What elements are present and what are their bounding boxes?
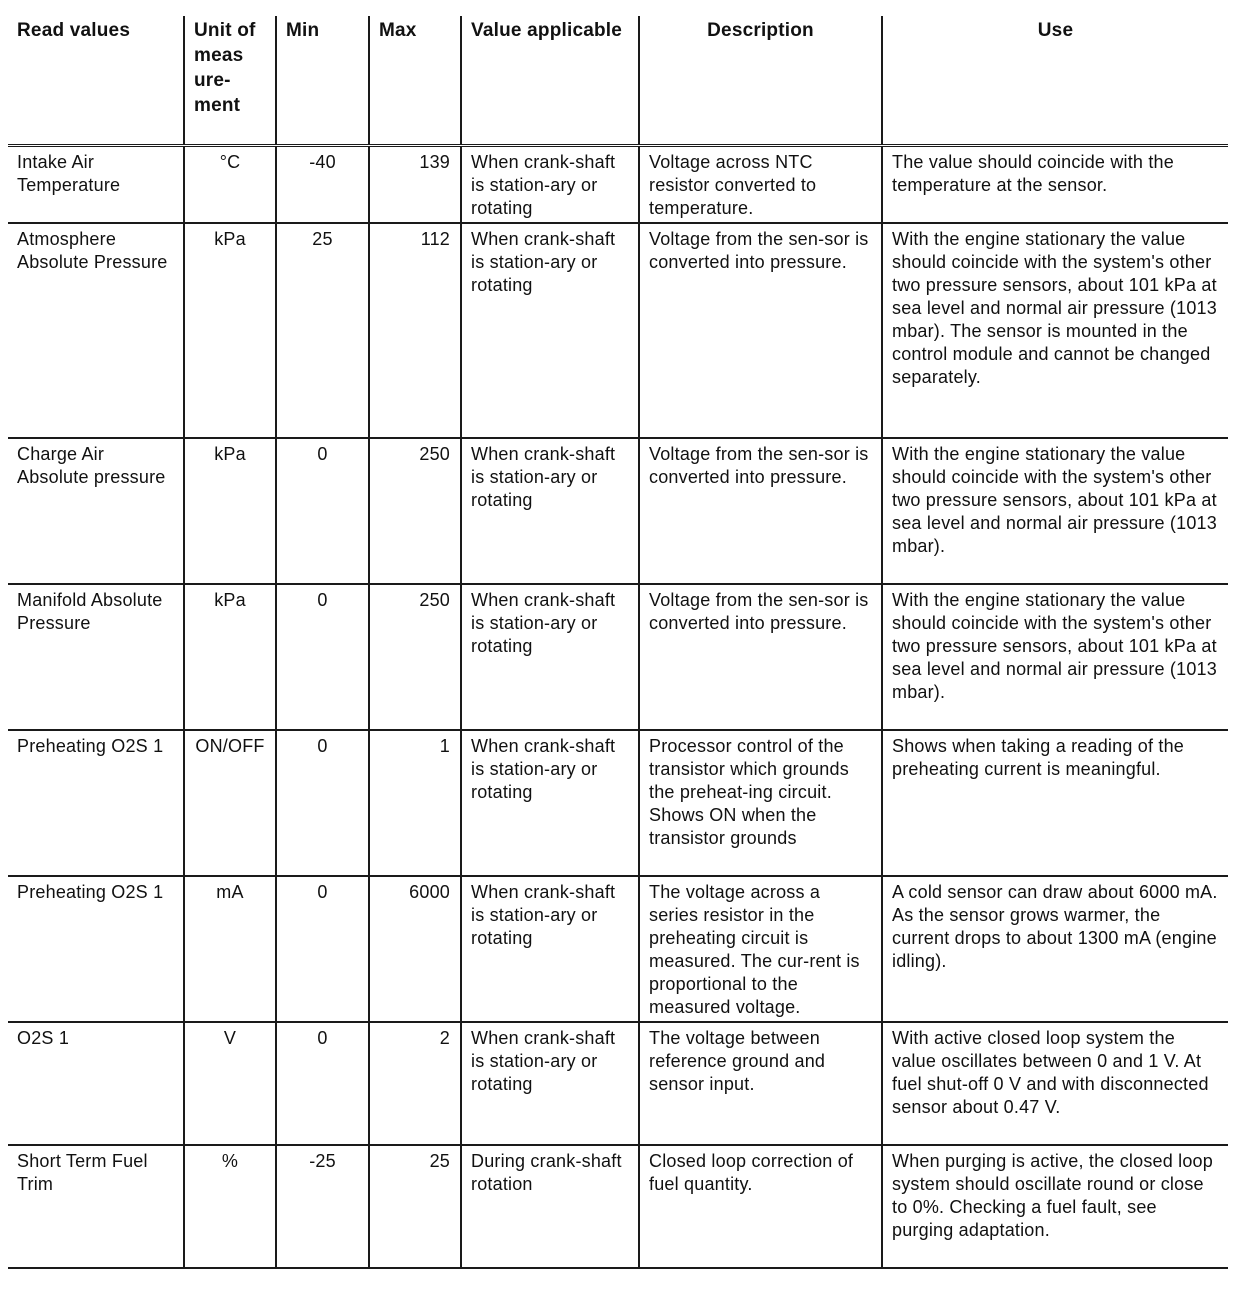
table-header [8, 16, 1228, 146]
cell-read-value: Intake Air Temperature [8, 146, 184, 224]
cell-unit: % [184, 1145, 276, 1268]
cell-use: The value should coincide with the temperature at the sensor. [882, 146, 1228, 224]
table-row [8, 1145, 1228, 1268]
cell-applicable: When crank-shaft is station-ary or rotating [461, 584, 639, 730]
table-body [8, 146, 1228, 1269]
table-row [8, 584, 1228, 730]
cell-min: 0 [276, 438, 369, 584]
cell-min: 0 [276, 584, 369, 730]
header-max: Max [369, 16, 461, 146]
cell-min: -40 [276, 146, 369, 224]
cell-applicable: During crank-shaft rotation [461, 1145, 639, 1268]
cell-applicable: When crank-shaft is station-ary or rotating [461, 876, 639, 1022]
cell-min: 0 [276, 876, 369, 1022]
cell-use: With active closed loop system the value oscillates between 0 and 1 V. At fuel shut-off 0 V and with disconnected sensor about 0.47 V. [882, 1022, 1228, 1145]
cell-description: Voltage from the sen-sor is converted into pressure. [639, 438, 882, 584]
header-description: Description [639, 16, 882, 146]
cell-max: 1 [369, 730, 461, 876]
table-row [8, 876, 1228, 1022]
cell-description: The voltage across a series resistor in the preheating circuit is measured. The cur-rent is proportional to the measured voltage. [639, 876, 882, 1022]
cell-read-value: Preheating O2S 1 [8, 876, 184, 1022]
header-unit [184, 16, 276, 146]
cell-read-value: Short Term Fuel Trim [8, 1145, 184, 1268]
table-row [8, 1022, 1228, 1145]
cell-unit: °C [184, 146, 276, 224]
cell-unit: ON/OFF [184, 730, 276, 876]
header-value-applicable: Value applicable [461, 16, 639, 146]
cell-read-value: Atmosphere Absolute Pressure [8, 223, 184, 438]
cell-use: Shows when taking a reading of the preheating current is meaningful. [882, 730, 1228, 876]
cell-read-value: Manifold Absolute Pressure [8, 584, 184, 730]
cell-description: Voltage across NTC resistor converted to temperature. [639, 146, 882, 224]
cell-description: Voltage from the sen-sor is converted into pressure. [639, 584, 882, 730]
cell-max: 250 [369, 438, 461, 584]
cell-max: 6000 [369, 876, 461, 1022]
cell-use: With the engine stationary the value should coincide with the system's other two pressure sensors, about 101 kPa at sea level and normal air pressure (1013 mbar). [882, 584, 1228, 730]
cell-description: Processor control of the transistor which grounds the preheat-ing circuit. Shows ON when the transistor grounds [639, 730, 882, 876]
cell-max: 250 [369, 584, 461, 730]
cell-unit: V [184, 1022, 276, 1145]
cell-read-value: Charge Air Absolute pressure [8, 438, 184, 584]
header-read-values: Read values [8, 16, 184, 146]
header-min: Min [276, 16, 369, 146]
cell-read-value: O2S 1 [8, 1022, 184, 1145]
cell-description: Voltage from the sen-sor is converted into pressure. [639, 223, 882, 438]
cell-unit: mA [184, 876, 276, 1022]
cell-min: 25 [276, 223, 369, 438]
table-row [8, 223, 1228, 438]
cell-unit: kPa [184, 438, 276, 584]
cell-applicable: When crank-shaft is station-ary or rotating [461, 223, 639, 438]
cell-description: The voltage between reference ground and sensor input. [639, 1022, 882, 1145]
cell-max: 112 [369, 223, 461, 438]
cell-unit: kPa [184, 584, 276, 730]
cell-read-value: Preheating O2S 1 [8, 730, 184, 876]
table-row [8, 730, 1228, 876]
table-row [8, 438, 1228, 584]
cell-min: 0 [276, 730, 369, 876]
cell-min: -25 [276, 1145, 369, 1268]
table-row [8, 146, 1228, 224]
cell-applicable: When crank-shaft is station-ary or rotating [461, 730, 639, 876]
cell-max: 139 [369, 146, 461, 224]
cell-use: A cold sensor can draw about 6000 mA. As the sensor grows warmer, the current drops to about 1300 mA (engine idling). [882, 876, 1228, 1022]
cell-max: 25 [369, 1145, 461, 1268]
cell-applicable: When crank-shaft is station-ary or rotating [461, 438, 639, 584]
cell-min: 0 [276, 1022, 369, 1145]
cell-use: When purging is active, the closed loop system should oscillate round or close to 0%. Checking a fuel fault, see purging adaptation. [882, 1145, 1228, 1268]
cell-applicable: When crank-shaft is station-ary or rotating [461, 1022, 639, 1145]
cell-use: With the engine stationary the value should coincide with the system's other two pressure sensors, about 101 kPa at sea level and normal air pressure (1013 mbar). [882, 438, 1228, 584]
cell-use: With the engine stationary the value should coincide with the system's other two pressure sensors, about 101 kPa at sea level and normal air pressure (1013 mbar). The sensor is mounted in the control module and cannot be changed separately. [882, 223, 1228, 438]
header-row [8, 16, 1228, 146]
cell-description: Closed loop correction of fuel quantity. [639, 1145, 882, 1268]
header-use: Use [882, 16, 1228, 146]
read-values-table [8, 16, 1228, 1269]
header-unit-label: Unit of meas ure- ment [194, 20, 256, 116]
cell-unit: kPa [184, 223, 276, 438]
cell-max: 2 [369, 1022, 461, 1145]
cell-applicable: When crank-shaft is station-ary or rotating [461, 146, 639, 224]
